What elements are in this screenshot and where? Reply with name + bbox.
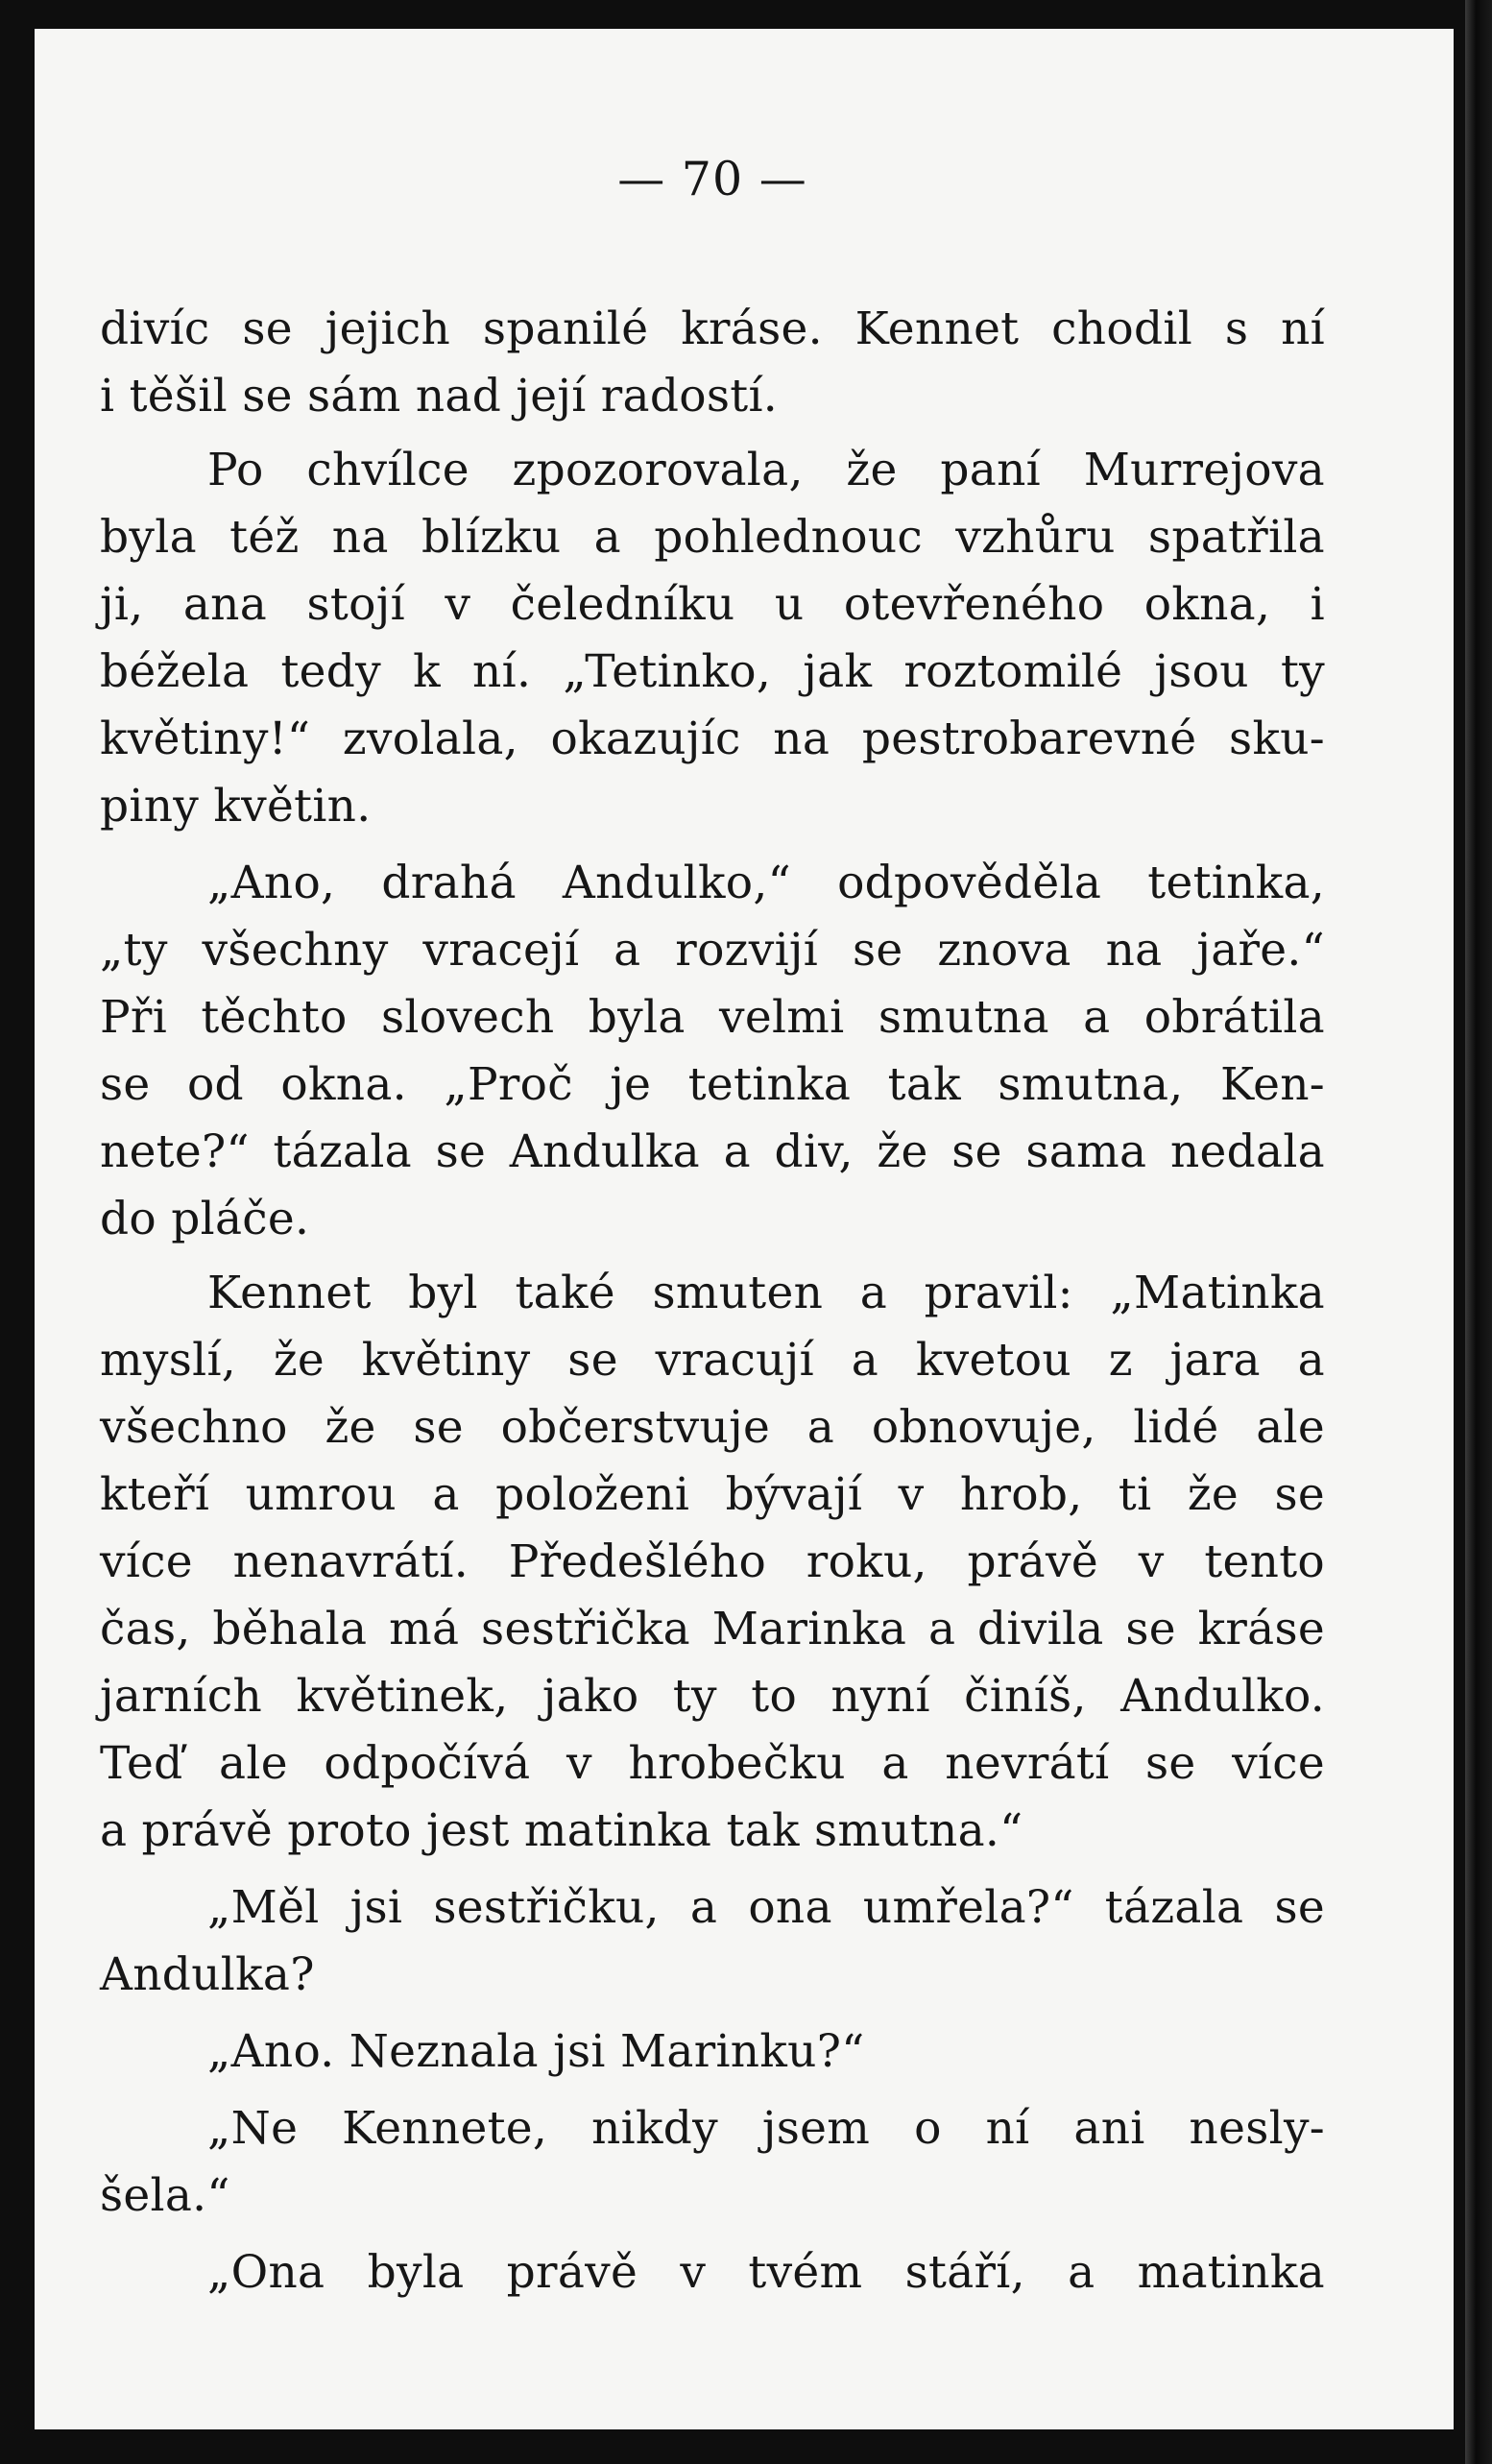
text-line: šela.“ xyxy=(100,2169,230,2222)
text-line: více nenavrátí. Předešlého roku, právě v tento xyxy=(100,1535,1325,1588)
text-line: i těšil se sám nad její radostí. xyxy=(100,370,779,423)
text-line: Teď ale odpočívá v hrobečku a nevrátí se více xyxy=(100,1737,1325,1790)
text-line: „Ona byla právě v tvém stáří, a matinka xyxy=(207,2246,1325,2299)
text-line: byla též na blízku a pohlednouc vzhůru spatřila xyxy=(100,511,1325,564)
page-binding-shadow xyxy=(1465,0,1492,2464)
book-page xyxy=(35,29,1454,2429)
text-line: Andulka? xyxy=(100,1948,315,2001)
text-line: a právě proto jest matinka tak smutna.“ xyxy=(100,1804,1023,1857)
text-line: jarních květinek, jako ty to nyní činíš, Andulko. xyxy=(100,1670,1325,1723)
text-line: myslí, že květiny se vracují a kvetou z jara a xyxy=(100,1334,1325,1387)
text-line: „ty všechny vracejí a rozvijí se znova na jaře.“ xyxy=(100,924,1325,977)
text-line: „Ano, drahá Andulko,“ odpověděla tetinka, xyxy=(207,857,1325,909)
text-line: kteří umrou a položeni bývají v hrob, ti že se xyxy=(100,1468,1325,1521)
text-line: Kennet byl také smuten a pravil: „Matinka xyxy=(207,1267,1325,1319)
page-number: — 70 — xyxy=(617,152,807,206)
text-line: Při těchto slovech byla velmi smutna a obrátila xyxy=(100,991,1325,1044)
text-line: čas, běhala má sestřička Marinka a divila se kráse xyxy=(100,1603,1325,1655)
text-line: květiny!“ zvolala, okazujíc na pestrobarevné sku- xyxy=(100,713,1325,765)
text-line: piny květin. xyxy=(100,780,372,833)
text-line: béžela tedy k ní. „Tetinko, jak roztomilé jsou ty xyxy=(100,645,1325,698)
text-line: se od okna. „Proč je tetinka tak smutna, Ken- xyxy=(100,1058,1325,1111)
text-line: Po chvílce zpozorovala, že paní Murrejova xyxy=(207,444,1325,496)
text-line: divíc se jejich spanilé kráse. Kennet chodil s ní xyxy=(100,302,1325,355)
text-line: nete?“ tázala se Andulka a div, že se sama nedala xyxy=(100,1125,1325,1178)
text-line: „Ne Kennete, nikdy jsem o ní ani nesly- xyxy=(207,2102,1325,2155)
text-line: do pláče. xyxy=(100,1193,310,1245)
text-line: ji, ana stojí v čeledníku u otevřeného okna, i xyxy=(100,578,1325,631)
text-line: „Měl jsi sestřičku, a ona umřela?“ tázala se xyxy=(207,1881,1325,1934)
text-line: všechno že se občerstvuje a obnovuje, lidé ale xyxy=(100,1401,1325,1454)
text-line: „Ano. Neznala jsi Marinku?“ xyxy=(207,2025,865,2078)
